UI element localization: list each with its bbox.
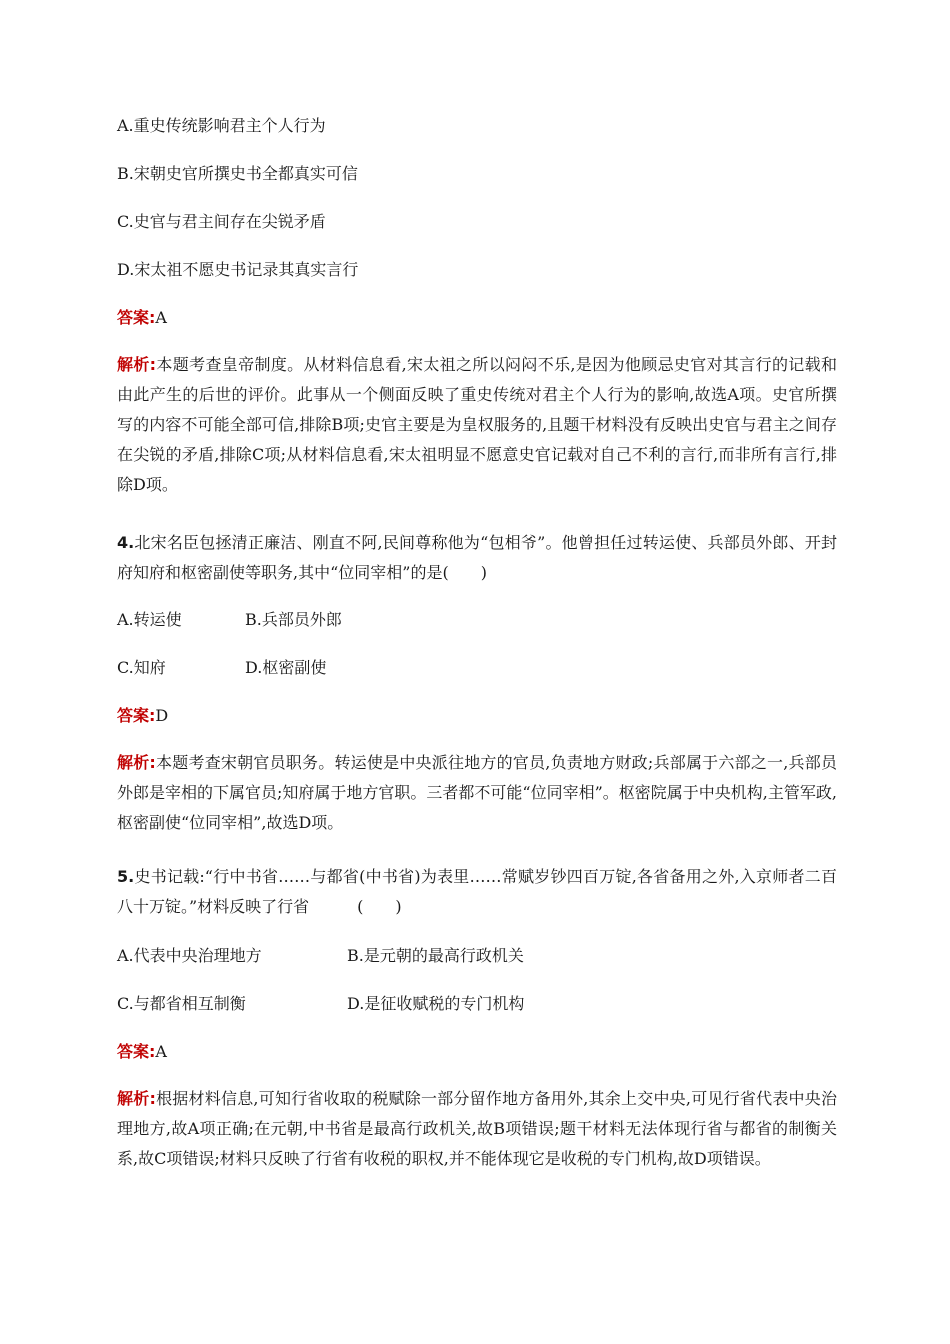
q5-option-c: C.与都省相互制衡 xyxy=(117,994,246,1013)
answer-label: 答案: xyxy=(117,1042,156,1061)
analysis-text: 本题考查宋朝官员职务。转运使是中央派往地方的官员,负责地方财政;兵部属于六部之一,兵部员外郎是宰相的下属官员;知府属于地方官职。三者都不可能“位同宰相”。枢密院属于中央机构,主管军政,枢密副使“位同宰相”,故选D项。 xyxy=(117,753,837,832)
q5-stem xyxy=(117,862,837,922)
answer-value: A xyxy=(155,308,167,327)
analysis-label: 解析: xyxy=(117,355,157,374)
q3-option-a: A.重史传统影响君主个人行为 xyxy=(117,116,326,135)
q4-analysis xyxy=(117,748,837,838)
q3-option-d: D.宋太祖不愿史书记录其真实言行 xyxy=(117,260,359,279)
answer-label: 答案: xyxy=(117,308,156,327)
q3-option-b: B.宋朝史官所撰史书全都真实可信 xyxy=(117,164,358,183)
analysis-label: 解析: xyxy=(117,1089,156,1108)
question-text: 史书记载:“行中书省……与都省(中书省)为表里……常赋岁钞四百万锭,各省备用之外,入京师者二百八十万锭。”材料反映了行省 ( ) xyxy=(117,867,837,916)
q3-option-c: C.史官与君主间存在尖锐矛盾 xyxy=(117,212,326,231)
q5-option-d: D.是征收赋税的专门机构 xyxy=(347,994,525,1013)
question-text: 北宋名臣包拯清正廉洁、刚直不阿,民间尊称他为“包相爷”。他曾担任过转运使、兵部员外郎、开封府知府和枢密副使等职务,其中“位同宰相”的是( ) xyxy=(117,533,837,582)
q4-stem xyxy=(117,528,837,588)
question-number: 5. xyxy=(117,867,135,886)
question-number: 4. xyxy=(117,533,135,552)
q4-option-b: B.兵部员外郎 xyxy=(245,610,342,629)
q3-answer xyxy=(117,308,167,328)
q4-answer xyxy=(117,706,168,726)
q5-analysis xyxy=(117,1084,837,1174)
q5-option-b: B.是元朝的最高行政机关 xyxy=(347,946,524,965)
q5-answer xyxy=(117,1042,167,1062)
answer-value: D xyxy=(155,706,169,725)
answer-label: 答案: xyxy=(117,706,156,725)
q5-option-a: A.代表中央治理地方 xyxy=(117,946,262,965)
analysis-text: 本题考查皇帝制度。从材料信息看,宋太祖之所以闷闷不乐,是因为他顾忌史官对其言行的记载和由此产生的后世的评价。此事从一个侧面反映了重史传统对君主个人行为的影响,故选A项。史官所撰写的内容不可能全部可信,排除B项;史官主要是为皇权服务的,且题干材料没有反映出史官与君主之间存在尖锐的矛盾,排除C项;从材料信息看,宋太祖明显不愿意史官记载对自己不利的言行,而非所有言行,排除D项。 xyxy=(117,355,837,494)
analysis-text: 根据材料信息,可知行省收取的税赋除一部分留作地方备用外,其余上交中央,可见行省代表中央治理地方,故A项正确;在元朝,中书省是最高行政机关,故B项错误;题干材料无法体现行省与都省的制衡关系,故C项错误;材料只反映了行省有收税的职权,并不能体现它是收税的专门机构,故D项错误。 xyxy=(117,1089,837,1168)
q4-option-c: C.知府 xyxy=(117,658,166,677)
q4-option-d: D.枢密副使 xyxy=(245,658,327,677)
q3-analysis xyxy=(117,350,837,500)
answer-value: A xyxy=(155,1042,167,1061)
analysis-label: 解析: xyxy=(117,753,156,772)
q4-option-a: A.转运使 xyxy=(117,610,182,629)
